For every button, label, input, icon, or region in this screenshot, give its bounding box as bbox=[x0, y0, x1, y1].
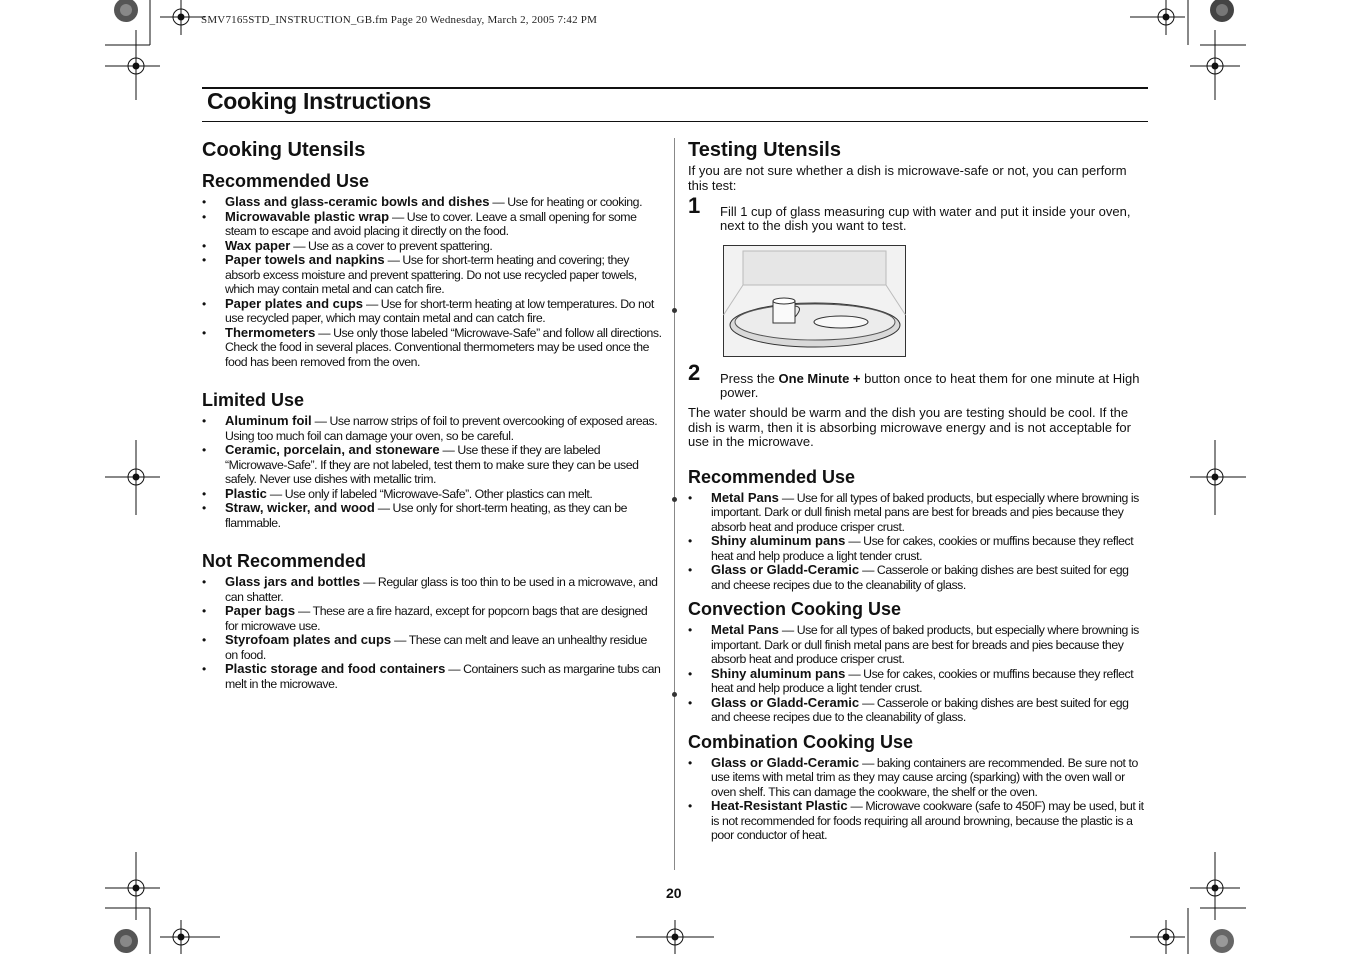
utensil-description: — These can melt and leave an unhealthy residue on food. bbox=[225, 633, 647, 662]
utensil-description: — Use for short-term heating at low temperatures. Do not use recycled paper, which may contain metal and can catch fire. bbox=[225, 296, 654, 325]
list-item bbox=[202, 501, 662, 530]
cooking-utensils-column bbox=[202, 138, 662, 691]
utensil-term: Paper towels and napkins bbox=[225, 252, 385, 267]
utensil-description: — baking containers are recommended. Be sure not to use items with metal trim as they may cause arcing (sparking) with the oven wall or oven shelf. This can damage the cookware, the shelf or the oven. bbox=[711, 755, 1138, 799]
utensil-list bbox=[202, 414, 662, 530]
utensil-description: — Regular glass is too thin to be used in a microwave, and can shatter. bbox=[225, 575, 658, 604]
utensil-term: Metal Pans bbox=[711, 489, 779, 505]
section-heading: Not Recommended bbox=[202, 551, 367, 571]
cooking-utensils-heading: Cooking Utensils bbox=[202, 139, 366, 161]
page-number: 20 bbox=[666, 885, 682, 901]
list-item bbox=[202, 253, 662, 297]
utensil-term: Paper plates and cups bbox=[225, 295, 363, 311]
utensil-term: Plastic bbox=[225, 485, 267, 501]
utensil-term: Metal Pans bbox=[711, 622, 779, 637]
section-heading: Recommended Use bbox=[688, 466, 856, 487]
step-number: 1 bbox=[688, 193, 701, 218]
utensil-term: Paper bags bbox=[225, 603, 296, 618]
list-item bbox=[688, 491, 1148, 535]
microwave-cup-illustration bbox=[723, 245, 906, 357]
utensil-term: Ceramic, porcelain, and stoneware bbox=[225, 442, 440, 457]
utensil-term: Shiny aluminum pans bbox=[711, 665, 846, 681]
utensil-description: — Use for heating or cooking. bbox=[489, 195, 643, 209]
utensil-description: — Use for all types of baked products, but especially where browning is important. Dark or dull finish metal pans are best for breads and pies because they absorb heat and produce crisper crust. bbox=[711, 490, 1139, 534]
list-item bbox=[202, 633, 662, 662]
step-2 bbox=[688, 360, 1148, 400]
utensil-description: — Use these if they are labeled “Microwave-Safe”. If they are not labeled, test them to make sure they can be used safely. Never use dishes with metallic trim. bbox=[225, 443, 639, 486]
list-item bbox=[688, 563, 1148, 592]
step-text: Fill 1 cup of glass measuring cup with water and put it inside your oven, next to the dish you want to test. bbox=[720, 204, 1131, 233]
list-item bbox=[202, 487, 662, 502]
list-item bbox=[688, 696, 1148, 725]
section-heading: Convection Cooking Use bbox=[688, 599, 902, 619]
utensil-list bbox=[688, 623, 1148, 725]
utensil-list bbox=[202, 195, 662, 369]
column-divider bbox=[674, 138, 675, 870]
list-item bbox=[202, 195, 662, 210]
margin-dot bbox=[672, 497, 677, 502]
testing-result: The water should be warm and the dish you are testing should be cool. If the dish is warm, then it is absorbing microwave energy and is not acceptable for use in the microwave. bbox=[688, 405, 1131, 449]
page-title: Cooking Instructions bbox=[207, 88, 432, 114]
testing-utensils-heading: Testing Utensils bbox=[688, 139, 841, 161]
section-heading: Recommended Use bbox=[202, 171, 370, 191]
utensil-description: — Use for all types of baked products, but especially where browning is important. Dark or dull finish metal pans are best for breads and pies because they absorb heat and produce crisper crust. bbox=[711, 623, 1139, 666]
utensil-description: — Microwave cookware (safe to 450F) may be used, but it is not recommended for foods requiring all around browning, because the plastic is a poor conductor of heat. bbox=[711, 799, 1144, 842]
list-item bbox=[202, 443, 662, 487]
utensil-description: — Use as a cover to prevent spattering. bbox=[290, 238, 493, 253]
utensil-description: — Use for cakes, cookies or muffins because they reflect heat and help produce a light tender crust. bbox=[711, 534, 1134, 563]
list-item bbox=[202, 575, 662, 604]
list-item bbox=[202, 297, 662, 326]
utensil-description: — Use only if labeled “Microwave-Safe”. Other plastics can melt. bbox=[266, 486, 593, 501]
utensil-term: Aluminum foil bbox=[225, 413, 312, 428]
margin-dot bbox=[672, 308, 677, 313]
step-text-pre: Press the bbox=[720, 371, 779, 386]
file-slug-line: SMV7165STD_INSTRUCTION_GB.fm Page 20 Wednesday, March 2, 2005 7:42 PM bbox=[201, 14, 598, 26]
utensil-description: — Use narrow strips of foil to prevent overcooking of exposed areas. Using too much foil can damage your oven, so be careful. bbox=[225, 414, 658, 443]
list-item bbox=[688, 534, 1148, 563]
utensil-term: Plastic storage and food containers bbox=[225, 661, 446, 676]
one-minute-button-label: One Minute + bbox=[778, 371, 861, 386]
title-bottom-rule bbox=[202, 121, 1148, 122]
list-item bbox=[688, 799, 1148, 843]
margin-dot bbox=[672, 692, 677, 697]
utensil-description: — Use to cover. Leave a small opening for some steam to escape and avoid placing it directly on the food. bbox=[225, 209, 637, 238]
utensil-description: — Casserole or baking dishes are best suited for egg and cheese recipes due to the cleanability of glass. bbox=[711, 563, 1129, 592]
cooking-utensils-sections bbox=[202, 170, 662, 691]
utensil-description: — Use for short-term heating and covering; they absorb excess moisture and prevent spattering. Do not use recycled paper towels, which may contain metal and can catch fire. bbox=[225, 253, 637, 296]
utensil-description: — These are a fire hazard, except for popcorn bags that are designed for microwave use. bbox=[225, 604, 648, 633]
list-item bbox=[202, 326, 662, 370]
utensil-term: Microwavable plastic wrap bbox=[225, 208, 390, 224]
utensil-description: — Use only for short-term heating, as they can be flammable. bbox=[225, 501, 628, 530]
list-item bbox=[688, 623, 1148, 667]
utensil-term: Thermometers bbox=[225, 324, 316, 340]
utensil-description: — Casserole or baking dishes are best suited for egg and cheese recipes due to the cleanability of glass. bbox=[711, 695, 1129, 724]
testing-utensils-sections bbox=[688, 466, 1148, 843]
list-item bbox=[202, 604, 662, 633]
list-item bbox=[202, 239, 662, 254]
list-item bbox=[688, 667, 1148, 696]
testing-utensils-column bbox=[688, 138, 1148, 843]
utensil-term: Glass or Gladd-Ceramic bbox=[711, 562, 860, 577]
utensil-description: — Containers such as margarine tubs can melt in the microwave. bbox=[225, 662, 661, 691]
utensil-term: Glass or Gladd-Ceramic bbox=[711, 754, 860, 770]
utensil-list bbox=[688, 491, 1148, 593]
utensil-list bbox=[202, 575, 662, 691]
step-number: 2 bbox=[688, 360, 701, 385]
utensil-term: Shiny aluminum pans bbox=[711, 533, 846, 548]
list-item bbox=[202, 210, 662, 239]
section-heading: Combination Cooking Use bbox=[688, 731, 913, 752]
utensil-description: — Use for cakes, cookies or muffins because they reflect heat and help produce a light tender crust. bbox=[711, 666, 1134, 695]
utensil-term: Glass jars and bottles bbox=[225, 574, 361, 589]
utensil-term: Straw, wicker, and wood bbox=[225, 500, 375, 515]
utensil-term: Styrofoam plates and cups bbox=[225, 632, 392, 647]
list-item bbox=[202, 662, 662, 691]
section-heading: Limited Use bbox=[202, 390, 305, 410]
step-1 bbox=[688, 193, 1148, 233]
utensil-term: Heat-Resistant Plastic bbox=[711, 798, 848, 813]
utensil-term: Glass and glass-ceramic bowls and dishes bbox=[225, 194, 490, 209]
utensil-term: Wax paper bbox=[225, 237, 291, 253]
testing-intro: If you are not sure whether a dish is microwave-safe or not, you can perform this test: bbox=[688, 163, 1127, 193]
utensil-description: — Use only those labeled “Microwave-Safe” and follow all directions. Check the food in several places. Conventional thermometers may be used once the food has been removed from the oven. bbox=[225, 325, 662, 369]
step-text-post: button once to heat them for one minute at High power. bbox=[720, 371, 1140, 400]
utensil-term: Glass or Gladd-Ceramic bbox=[711, 694, 860, 710]
list-item bbox=[202, 414, 662, 443]
list-item bbox=[688, 756, 1148, 800]
utensil-list bbox=[688, 756, 1148, 843]
